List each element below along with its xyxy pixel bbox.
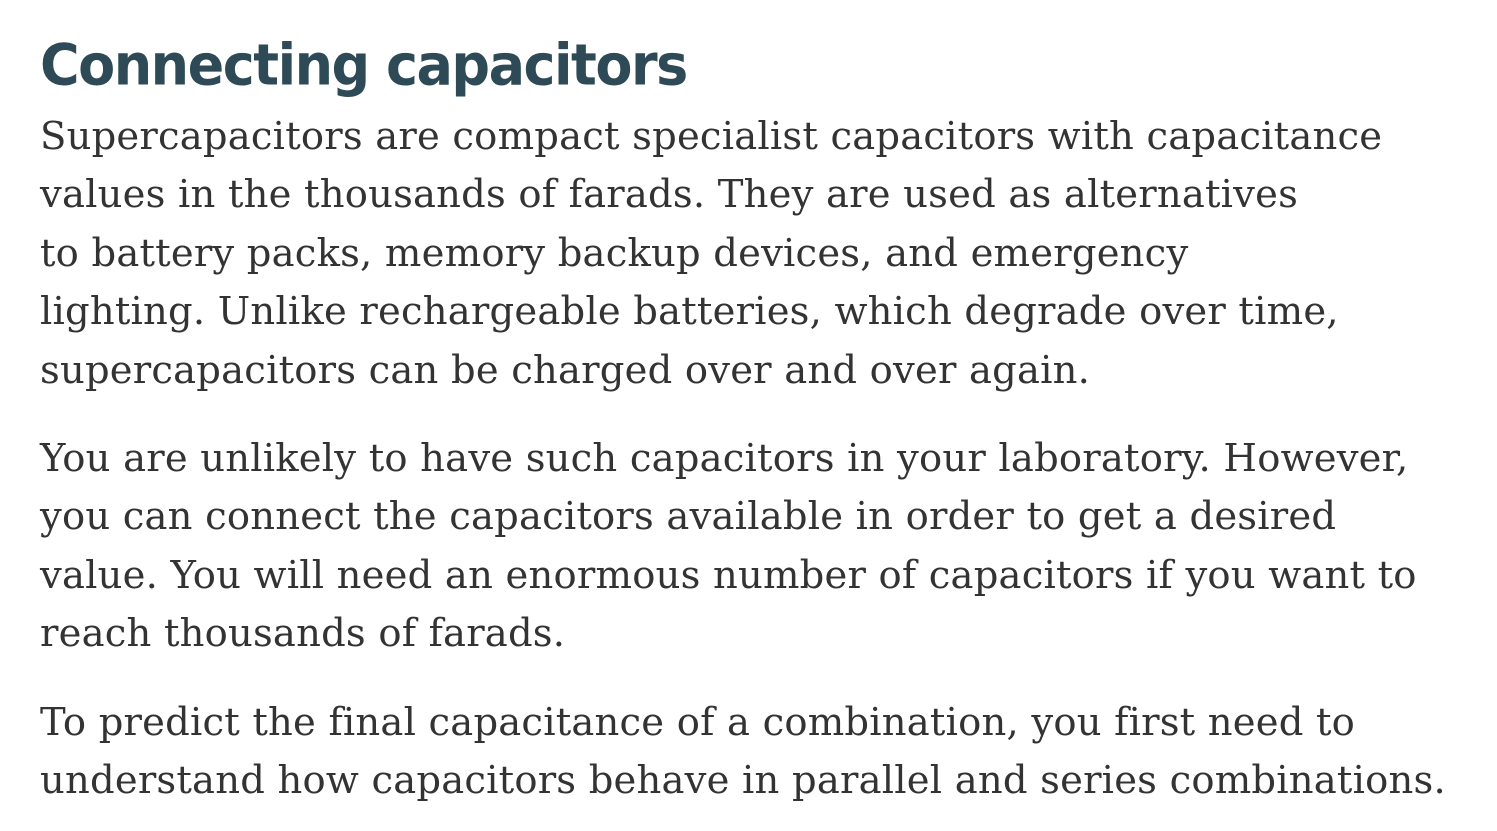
document-page: [40, 26, 1480, 810]
text-line: reach thousands of farads.: [40, 611, 566, 657]
text-line: lighting. Unlike rechargeable batteries, which degrade over time,: [40, 289, 1339, 335]
paragraph-laboratory: [40, 430, 1480, 664]
paragraph-supercapacitors: [40, 108, 1480, 400]
text-line: understand how capacitors behave in parallel and series combinations.: [40, 758, 1446, 804]
text-line: to battery packs, memory backup devices, and emergency: [40, 230, 1189, 276]
text-line: value. You will need an enormous number of capacitors if you want to: [40, 552, 1417, 598]
text-line: values in the thousands of farads. They are used as alternatives: [40, 172, 1299, 218]
text-line: you can connect the capacitors available in order to get a desired: [40, 494, 1337, 540]
text-line: You are unlikely to have such capacitors in your laboratory. However,: [40, 436, 1409, 482]
text-line: Supercapacitors are compact specialist capacitors with capacitance: [40, 114, 1383, 159]
text-line: supercapacitors can be charged over and over again.: [40, 347, 1091, 393]
paragraph-combinations: [40, 694, 1480, 811]
page-title: Connecting capacitors: [40, 31, 687, 99]
text-line: To predict the final capacitance of a combination, you first need to: [40, 699, 1356, 745]
